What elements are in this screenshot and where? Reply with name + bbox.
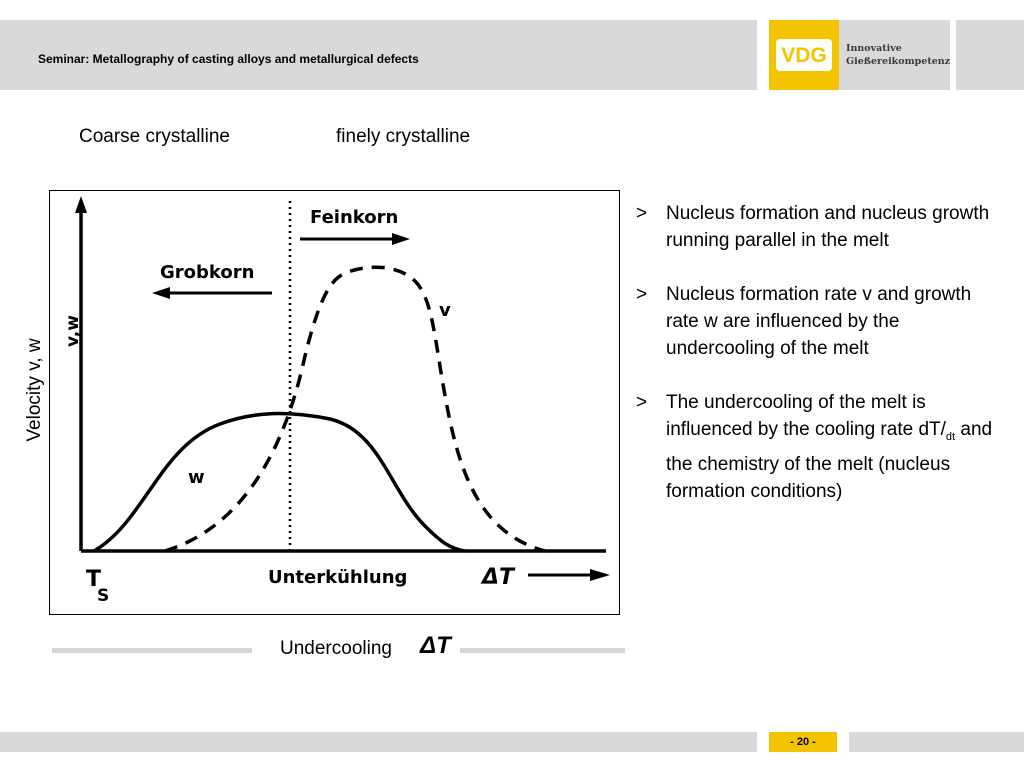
bullet-marker: >	[636, 284, 648, 305]
nucleation-rate-v-curve	[165, 267, 545, 551]
bullet-text-3-sub: dt	[945, 430, 956, 443]
vdg-logo	[769, 20, 950, 90]
curve-v-label: v	[439, 300, 451, 321]
delta-t-arrow-icon	[590, 569, 610, 581]
vdg-logo-text	[846, 42, 950, 68]
unterkuehlung-label: Unterkühlung	[268, 567, 408, 588]
ts-label-t: T	[86, 567, 102, 592]
vdg-logo-mark	[769, 20, 839, 90]
grobkorn-label: Grobkorn	[160, 262, 255, 283]
bullet-list	[636, 200, 996, 532]
header-right-band	[956, 20, 1024, 90]
undercooling-diagram	[49, 190, 620, 615]
y-axis-arrow-icon	[75, 196, 87, 213]
undercooling-delta-symbol: ΔT	[420, 632, 451, 659]
faded-caption-left	[52, 648, 252, 653]
feinkorn-label: Feinkorn	[310, 207, 399, 228]
ts-label-s: S	[97, 586, 110, 606]
y-axis-inner-label: v,w	[63, 315, 83, 347]
bullet-text-3-pre: The undercooling of the melt is influenced by the cooling rate dT/	[666, 392, 946, 440]
bullet-item-2	[636, 281, 996, 362]
fine-crystalline-label: finely crystalline	[336, 126, 471, 147]
vdg-logo-icon	[769, 20, 839, 90]
page-number: - 20 -	[769, 732, 837, 752]
bullet-item-1	[636, 200, 996, 254]
delta-t-label: ΔT	[482, 565, 515, 590]
growth-rate-w-curve	[94, 414, 465, 551]
bullet-text-3-post: and the chemistry of the melt (nucleus formation conditions)	[666, 419, 993, 502]
header-title: Seminar: Metallography of casting alloys and metallurgical defects	[38, 52, 419, 66]
footer-right-band	[849, 732, 1024, 752]
footer-band	[0, 732, 757, 752]
feinkorn-arrow-icon	[392, 233, 410, 245]
diagram-svg	[50, 191, 619, 614]
logo-line-1: Innovative	[846, 43, 902, 54]
curve-w-label: w	[188, 467, 205, 488]
faded-caption-right	[460, 648, 625, 653]
bullet-marker: >	[636, 392, 648, 413]
grobkorn-arrow-icon	[152, 287, 170, 299]
undercooling-caption: Undercooling	[280, 638, 392, 659]
y-axis-title: Velocity v, w	[24, 338, 45, 442]
vdg-logo-mark-text: VDG	[781, 44, 827, 67]
bullet-marker: >	[636, 203, 648, 224]
bullet-text-1: Nucleus formation and nucleus growth running parallel in the melt	[666, 203, 990, 251]
logo-line-2: Gießereikompetenz	[846, 56, 951, 67]
bullet-text-2: Nucleus formation rate v and growth rate w are influenced by the undercooling of the melt	[666, 284, 972, 359]
coarse-crystalline-label: Coarse crystalline	[79, 126, 230, 147]
bullet-item-3	[636, 389, 996, 505]
